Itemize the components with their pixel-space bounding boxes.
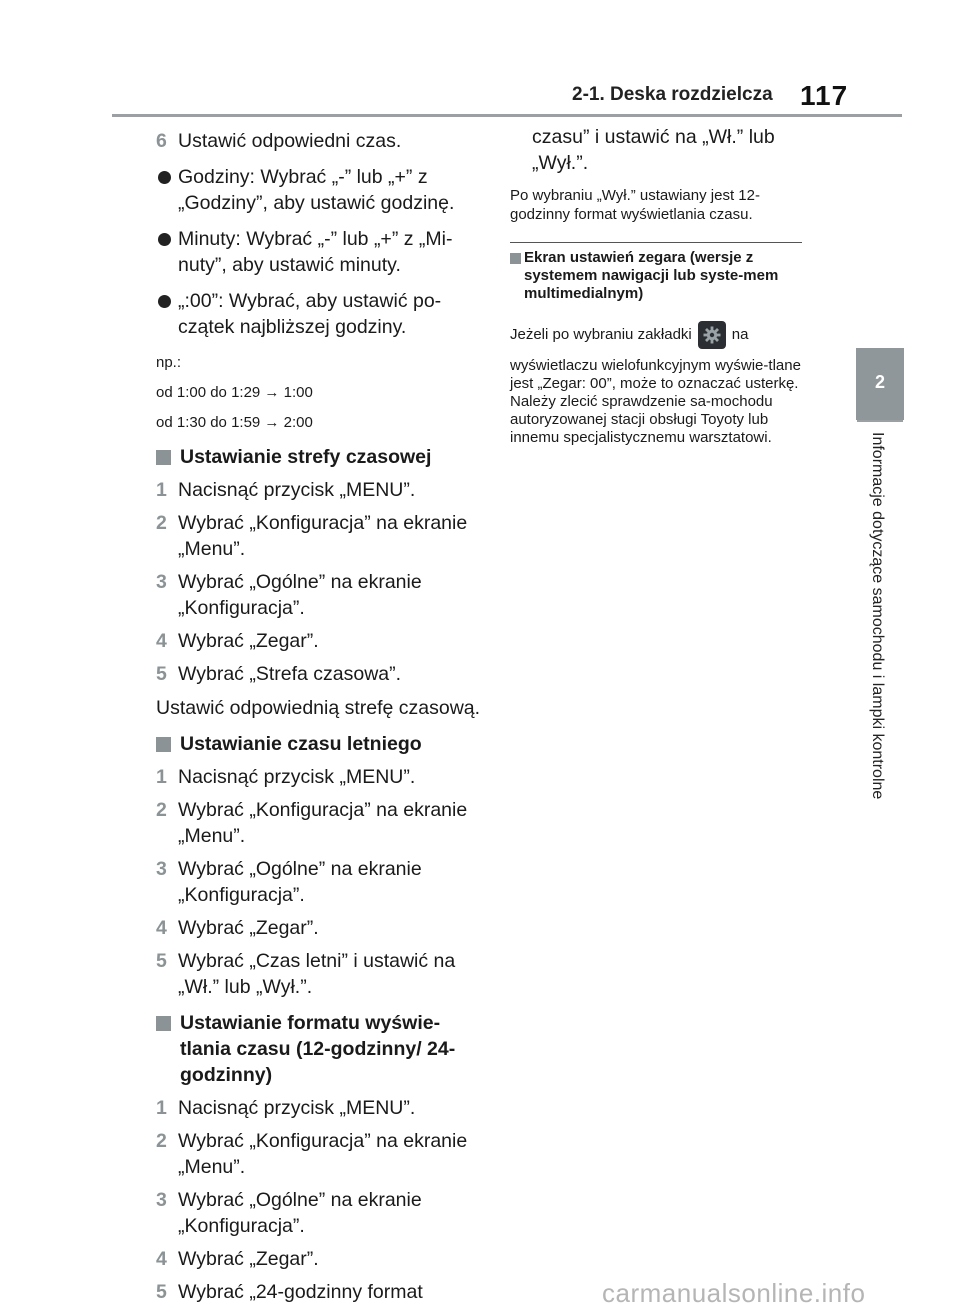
timezone-note: Ustawić odpowiednią strefę czasową.: [156, 697, 481, 719]
bullet-text: „:00”: Wybrać, aby ustawić po-czątek najbliższej godziny.: [178, 290, 442, 338]
step-number: 4: [156, 917, 167, 939]
heading-text: Ustawianie strefy czasowej: [180, 446, 432, 468]
bullet-text: Godziny: Wybrać „-” lub „+” z „Godziny”, aby ustawić godzinę.: [178, 166, 455, 214]
step-5: [156, 661, 486, 687]
continued-step-text: czasu” i ustawić na „Wł.” lub „Wył.”.: [532, 126, 775, 174]
step-3: [156, 1187, 486, 1239]
step-text: Wybrać „Ogólne” na ekranie „Konfiguracja”.: [178, 571, 422, 619]
step-text: Nacisnąć przycisk „MENU”.: [178, 1097, 416, 1119]
step-text: Wybrać „Konfiguracja” na ekranie „Menu”.: [178, 799, 468, 847]
step-1: [156, 1095, 486, 1121]
example-line-2: od 1:30 do 1:59 → 2:00: [156, 414, 313, 431]
example-label: np.:: [156, 354, 182, 371]
step-1: [156, 477, 486, 503]
step-6: [156, 128, 486, 154]
step-text: Wybrać „Konfiguracja” na ekranie „Menu”.: [178, 1130, 468, 1178]
step-4: [156, 628, 486, 654]
right-column: [510, 120, 810, 447]
bullet-hours: [156, 164, 486, 216]
step-number: 1: [156, 766, 167, 788]
step-text: Nacisnąć przycisk „MENU”.: [178, 766, 416, 788]
section-heading-timezone: [156, 444, 486, 470]
step-number: 6: [156, 130, 167, 152]
step-text: Wybrać „Czas letni” i ustawić na „Wł.” lub „Wył.”.: [178, 950, 456, 998]
step-3: [156, 569, 486, 621]
left-column: [156, 120, 486, 1305]
section-heading-dst: [156, 731, 486, 757]
step-2: [156, 510, 486, 562]
chapter-title-vertical: Informacje dotyczące samochodu i lampki kontrolne: [869, 432, 886, 800]
section-heading-clock-screen: [510, 249, 810, 303]
step-number: 5: [156, 950, 167, 972]
section-rule: [510, 242, 802, 243]
step-text: Wybrać „Ogólne” na ekranie „Konfiguracja”.: [178, 1189, 422, 1237]
step-number: 3: [156, 1189, 167, 1211]
step-3: [156, 856, 486, 908]
heading-text: Ustawianie czasu letniego: [180, 733, 422, 755]
chapter-tab: 2: [856, 348, 904, 420]
bullet-dot: [158, 171, 171, 184]
side-text-wrap: [862, 432, 892, 862]
heading-text: Ustawianie formatu wyświe-tlania czasu (12-godzinny/ 24-godzinny): [180, 1012, 456, 1086]
step-text: Wybrać „Zegar”.: [178, 917, 319, 939]
step-4: [156, 915, 486, 941]
step-1: [156, 764, 486, 790]
step-text: Nacisnąć przycisk „MENU”.: [178, 479, 416, 501]
step-number: 3: [156, 571, 167, 593]
paragraph-body: wyświetlaczu wielofunkcyjnym wyświe-tlane jest „Zegar: 00”, może to oznaczać usterkę. Należy zlecić sprawdzenie sa-mochodu autoryzowanej stacji obsługi Toyoty lub innemu specjalistycznemu warsztatowi.: [510, 357, 801, 446]
step-text: Wybrać „24-godzinny format: [178, 1281, 423, 1303]
side-rule: [857, 420, 903, 422]
bullet-dot: [158, 295, 171, 308]
step-number: 4: [156, 630, 167, 652]
step-list-dst: [156, 764, 486, 1000]
step-4: [156, 1246, 486, 1272]
heading-text: Ekran ustawień zegara (wersje z systemem nawigacji lub syste-mem multimedialnym): [524, 249, 779, 302]
step-list-format: [156, 1095, 486, 1305]
header-rule: [112, 114, 902, 117]
step-2: [156, 1128, 486, 1180]
paragraph-text: Jeżeli po wybraniu zakładki: [510, 325, 692, 343]
step-number: 2: [156, 512, 167, 534]
watermark: carmanualsonline.info: [602, 1278, 866, 1308]
step-number: 2: [156, 1130, 167, 1152]
step-2: [156, 797, 486, 849]
bullet-zero: [156, 288, 486, 340]
step-number: 1: [156, 1097, 167, 1119]
heading-square: [510, 253, 521, 264]
step-number: 5: [156, 1281, 167, 1303]
header-title: 2-1. Deska rozdzielcza: [572, 84, 773, 105]
step-number: 4: [156, 1248, 167, 1270]
step-text: Wybrać „Ogólne” na ekranie „Konfiguracja”.: [178, 858, 422, 906]
step-5: [156, 1279, 486, 1305]
step-text: Wybrać „Zegar”.: [178, 630, 319, 652]
example-line-1: od 1:00 do 1:29 → 1:00: [156, 384, 313, 401]
paragraph-text: na: [731, 325, 749, 343]
step-text: Ustawić odpowiedni czas.: [178, 130, 402, 152]
step-number: 1: [156, 479, 167, 501]
note-12h: Po wybraniu „Wył.” ustawiany jest 12-godzinny format wyświetlania czasu.: [510, 187, 760, 223]
heading-square: [156, 1016, 171, 1031]
bullet-dot: [158, 233, 171, 246]
page-number: 117: [800, 80, 849, 111]
bullet-minutes: [156, 226, 486, 278]
step-number: 2: [156, 799, 167, 821]
step-text: Wybrać „Strefa czasowa”.: [178, 663, 402, 685]
step-text: Wybrać „Konfiguracja” na ekranie „Menu”.: [178, 512, 468, 560]
section-heading-format: [156, 1010, 486, 1088]
paragraph-line-1: [510, 321, 810, 349]
step-text: Wybrać „Zegar”.: [178, 1248, 319, 1270]
heading-square: [156, 450, 171, 465]
heading-square: [156, 737, 171, 752]
step-5: [156, 948, 486, 1000]
step-number: 3: [156, 858, 167, 880]
gear-icon: [698, 321, 726, 349]
bullet-text: Minuty: Wybrać „-” lub „+” z „Mi-nuty”, aby ustawić minuty.: [178, 228, 453, 276]
step-list-timezone: [156, 477, 486, 687]
step-number: 5: [156, 663, 167, 685]
